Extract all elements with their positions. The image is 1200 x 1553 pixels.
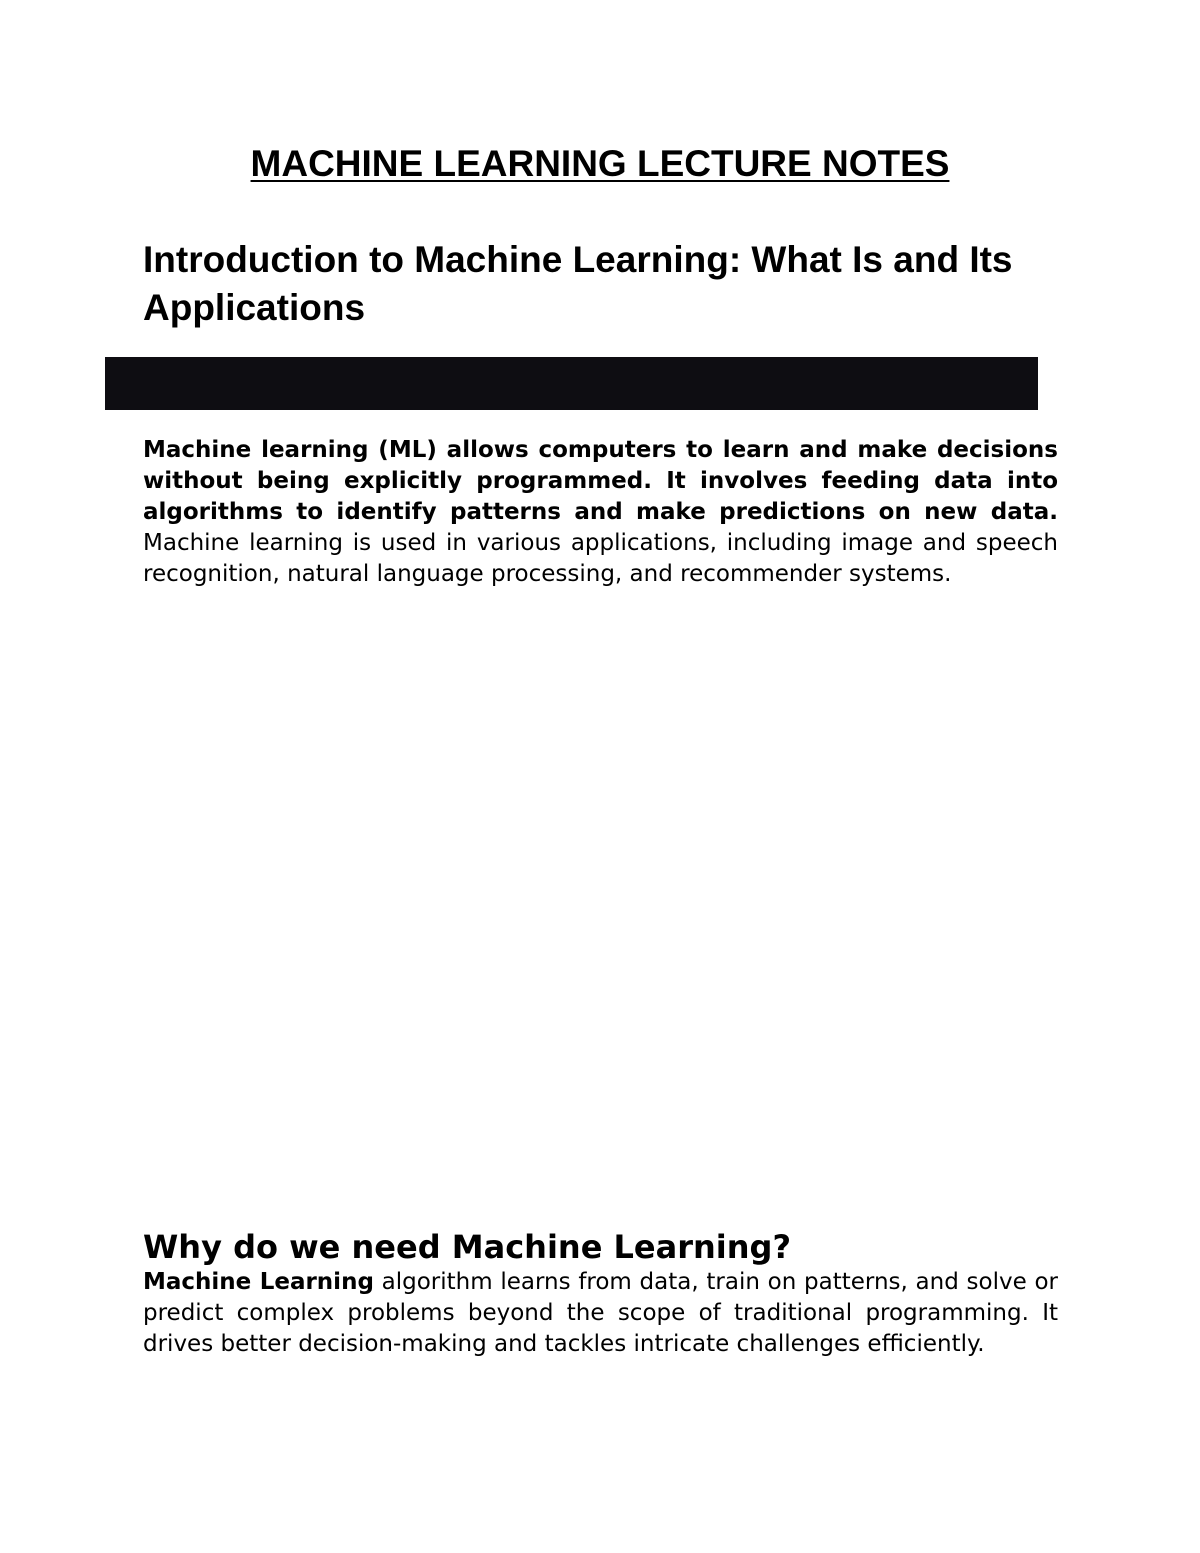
why-body-text: algorithm learns from data, train on patterns, and solve or predict complex problems beyond the scope of traditional programming. It drives better decision-making and tackles intricate challenges efficiently. <box>143 1269 1058 1357</box>
intro-paragraph <box>143 435 1058 590</box>
why-paragraph <box>143 1267 1058 1360</box>
why-bold-lead: Machine Learning <box>143 1269 374 1295</box>
document-title: MACHINE LEARNING LECTURE NOTES <box>250 143 950 184</box>
intro-regular-text: Machine learning is used in various applications, including image and speech recognition, natural language processing, and recommender systems. <box>143 530 1058 587</box>
redacted-band <box>105 357 1038 410</box>
section-heading-introduction: Introduction to Machine Learning: What Is and Its Applications <box>143 239 1013 328</box>
section-heading-why: Why do we need Machine Learning? <box>143 1228 791 1266</box>
intro-bold-text: Machine learning (ML) allows computers to learn and make decisions without being explicitly programmed. It involves feeding data into algorithms to identify patterns and make predictions on new data. <box>143 437 1058 525</box>
